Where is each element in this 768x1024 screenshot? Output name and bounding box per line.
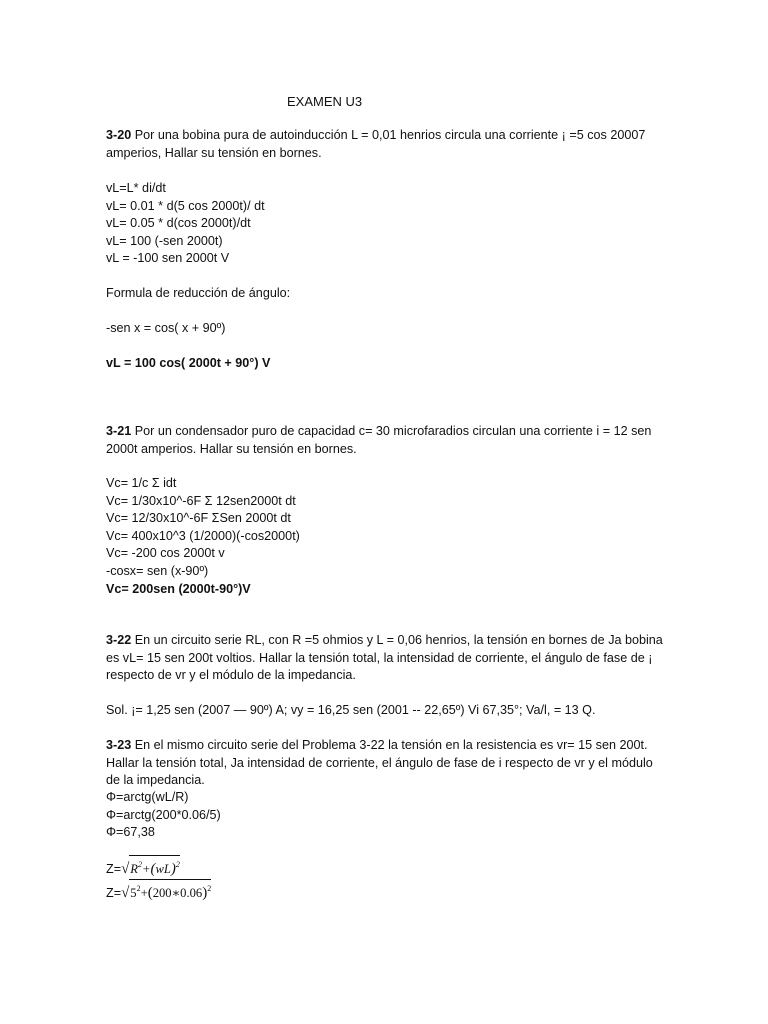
derivation-line: vL= 0.05 * d(cos 2000t)/dt	[106, 216, 251, 231]
problem-3-22	[106, 632, 666, 685]
impedance-prefix: Z=	[106, 886, 122, 900]
problem-3-20	[106, 127, 666, 162]
derivation-line: Vc= -200 cos 2000t v	[106, 546, 225, 561]
problem-3-21-derivation	[106, 475, 666, 598]
problem-3-23-derivation	[106, 789, 666, 842]
problem-3-21-result: Vc= 200sen (2000t-90°)V	[106, 581, 251, 596]
derivation-line: Φ=67,38	[106, 825, 155, 840]
impedance-substitution	[106, 879, 666, 903]
problem-statement: 3-23 En el mismo circuito serie del Problema 3-22 la tensión en la resistencia es vr= 15 sen 200t. Hallar la tensión total, Ja intensidad de corriente, el ángulo de fase de i respecto de vr y el módulo de la impedancia.	[106, 738, 653, 788]
sqrt-symbol: √	[121, 885, 130, 901]
derivation-line: Vc= 1/c Σ idt	[106, 476, 177, 490]
sqrt-symbol: √	[121, 861, 130, 877]
problem-3-21	[106, 423, 666, 458]
derivation-line: Φ=arctg(200*0.06/5)	[106, 807, 221, 822]
impedance-formula	[106, 855, 666, 879]
derivation-line: Vc= 1/30x10^-6F Σ 12sen2000t dt	[106, 493, 296, 508]
problem-statement: 3-21 Por un condensador puro de capacidad c= 30 microfaradios circulan una corriente i = 12 sen 2000t amperios. Hallar su tensión en bornes.	[106, 424, 652, 456]
problem-number: 3-20	[106, 128, 132, 142]
derivation-line: vL=L* di/dt	[106, 181, 166, 195]
radicand: $5^2+(200∗0.06)^2$	[129, 879, 211, 903]
derivation-line: vL= 0.01 * d(5 cos 2000t)/ dt	[106, 198, 265, 213]
problem-3-20-derivation	[106, 180, 666, 268]
problem-number: 3-23	[106, 738, 132, 752]
problem-number: 3-22	[106, 633, 132, 647]
problem-3-22-solution: Sol. ¡= 1,25 sen (2007 — 90º) A; vy = 16,25 sen (2001 -- 22,65º) Vi 67,35°; Va/l, = 13 Q.	[106, 703, 596, 717]
document-title: EXAMEN U3	[287, 94, 363, 109]
impedance-prefix: Z=	[106, 862, 122, 876]
derivation-line: Vc= 12/30x10^-6F ΣSen 2000t dt	[106, 511, 291, 526]
problem-3-20-result: vL = 100 cos( 2000t + 90°) V	[106, 356, 271, 370]
derivation-line: vL = -100 sen 2000t V	[106, 251, 230, 266]
derivation-line: -cosx= sen (x-90º)	[106, 563, 209, 578]
formula-label: Formula de reducción de ángulo:	[106, 286, 291, 300]
problem-statement: 3-20 Por una bobina pura de autoinducción L = 0,01 henrios circula una corriente ¡ =5 cos 20007 amperios, Hallar su tensión en bornes.	[106, 128, 646, 160]
problem-3-23	[106, 737, 666, 790]
derivation-line: Φ=arctg(wL/R)	[106, 790, 189, 804]
derivation-line: vL= 100 (-sen 2000t)	[106, 233, 223, 248]
problem-number: 3-21	[106, 424, 132, 438]
derivation-line: Vc= 400x10^3 (1/2000)(-cos2000t)	[106, 528, 300, 543]
angle-identity: -sen x = cos( x + 90º)	[106, 321, 226, 335]
radicand: $R^2+(wL)^2$	[129, 855, 180, 879]
problem-statement: 3-22 En un circuito serie RL, con R =5 ohmios y L = 0,06 henrios, la tensión en bornes de Ja bobina es vL= 15 sen 200t voltios. Hallar la tensión total, la intensidad de corriente, el ángulo de fase de ¡ respecto de vr y el módulo de la impedancia.	[106, 633, 663, 683]
